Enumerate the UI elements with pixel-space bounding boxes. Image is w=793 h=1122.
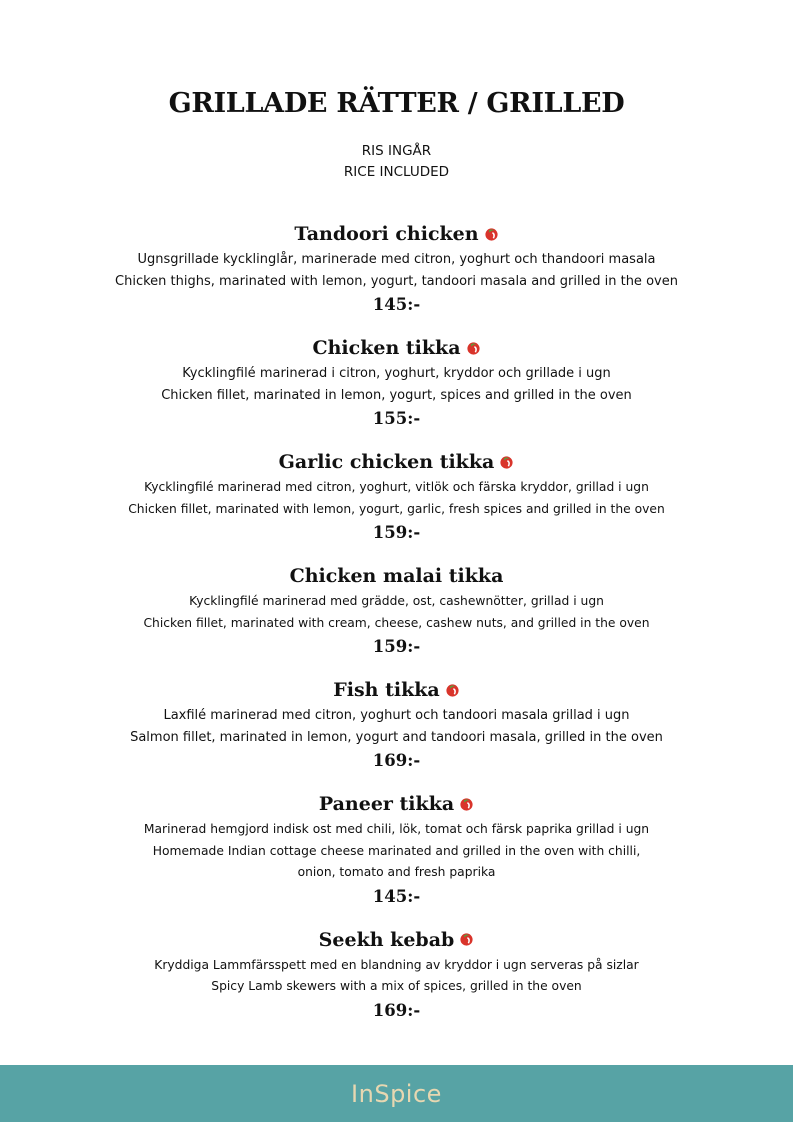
chili-icon (484, 227, 499, 242)
item-description-english: Chicken fillet, marinated in lemon, yogurt, spices and grilled in the oven (161, 387, 632, 403)
item-name: Seekh kebab (318, 928, 455, 951)
item-description-english-cont: onion, tomato and fresh paprika (297, 865, 496, 879)
chili-icon (499, 455, 514, 470)
item-description-swedish: Kycklingfilé marinerad med citron, yoghurt, vitlök och färska kryddor, grillad i ugn (144, 480, 649, 494)
item-name: Garlic chicken tikka (278, 451, 495, 473)
item-description-english: Chicken fillet, marinated with lemon, yogurt, garlic, fresh spices and grilled in the oven (128, 501, 665, 516)
menu-item-chicken-tikka (0, 333, 793, 432)
item-name: Tandoori chicken (294, 223, 479, 245)
item-description-swedish: Marinerad hemgjord indisk ost med chili, lök, tomat och färsk paprika grillad i ugn (143, 822, 650, 836)
menu-list (0, 219, 793, 1039)
item-price: 145:- (372, 295, 421, 314)
menu-item-fish-tikka (0, 675, 793, 774)
rice-notice (0, 141, 793, 183)
menu-item-paneer-tikka (0, 789, 793, 910)
subtitle-english: RICE INCLUDED (343, 164, 450, 180)
item-description-swedish: Kycklingfilé marinerad med grädde, ost, cashewnötter, grillad i ugn (189, 594, 604, 608)
item-price: 169:- (372, 751, 421, 770)
menu-item-seekh-kebab (0, 925, 793, 1024)
chili-icon (459, 932, 474, 947)
item-description-swedish: Kycklingfilé marinerad i citron, yoghurt, kryddor och grillade i ugn (182, 366, 611, 381)
chili-icon (466, 341, 481, 356)
item-price: 155:- (372, 409, 421, 428)
chili-icon (445, 683, 460, 698)
item-description-swedish: Kryddiga Lammfärsspett med en blandning av kryddor i ugn serveras på sizlar (154, 957, 639, 972)
item-name: Paneer tikka (318, 793, 455, 815)
chili-icon (459, 797, 474, 812)
subtitle-swedish: RIS INGÅR (361, 143, 432, 159)
item-description-english: Homemade Indian cottage cheese marinated and grilled in the oven with chilli, (152, 843, 641, 858)
footer-bar (0, 1065, 793, 1122)
item-description-swedish: Laxfilé marinerad med citron, yoghurt och tandoori masala grillad i ugn (163, 708, 630, 723)
menu-item-chicken-malai-tikka (0, 561, 793, 660)
item-price: 159:- (372, 637, 421, 656)
menu-item-garlic-chicken-tikka (0, 447, 793, 546)
menu-item-tandoori-chicken (0, 219, 793, 318)
item-description-swedish: Ugnsgrillade kycklinglår, marinerade med citron, yoghurt och thandoori masala (137, 252, 656, 267)
item-description-english: Chicken fillet, marinated with cream, cheese, cashew nuts, and grilled in the oven (143, 615, 650, 630)
brand-logo: InSpice (351, 1079, 442, 1108)
item-name: Chicken malai tikka (289, 565, 504, 587)
item-description-english: Spicy Lamb skewers with a mix of spices, grilled in the oven (211, 979, 582, 993)
item-name: Chicken tikka (312, 337, 461, 359)
item-price: 159:- (372, 523, 421, 542)
item-price: 169:- (372, 1000, 421, 1020)
item-name: Fish tikka (333, 679, 440, 701)
page-title: GRILLADE RÄTTER / GRILLED (168, 88, 625, 119)
item-price: 145:- (372, 886, 421, 906)
item-description-english: Salmon fillet, marinated in lemon, yogurt and tandoori masala, grilled in the oven (130, 729, 663, 745)
item-description-english: Chicken thighs, marinated with lemon, yogurt, tandoori masala and grilled in the oven (115, 273, 678, 289)
